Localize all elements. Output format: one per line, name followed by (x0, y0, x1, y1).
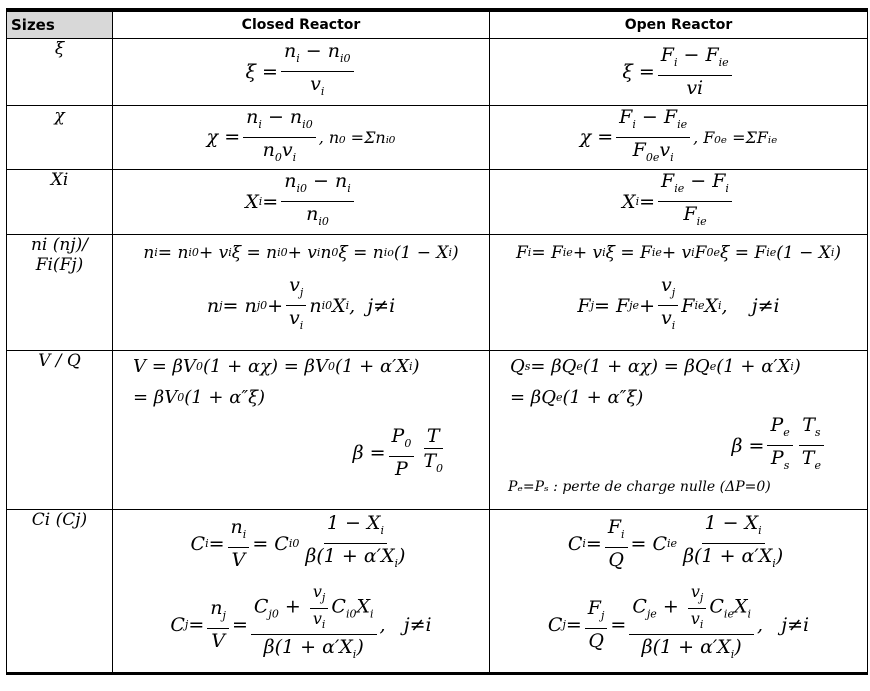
row-Ci-Cj (7, 509, 868, 673)
open-pressure-note: Pₑ=Pₛ : perte de charge nulle (ΔP=0) (508, 478, 771, 495)
open-Q-formula-1: Q s = βQ e (1 + αχ) = βQ e (1 + α′X i ) (510, 356, 801, 377)
header-row (7, 10, 868, 38)
closed-xi-formula: ξ = $\frac{n_i - n_{i0}}{v_i}$ (113, 39, 489, 105)
header-open-reactor: Open Reactor (490, 10, 868, 38)
symbol-Xi: Xi (7, 169, 113, 234)
open-C-cell (490, 509, 868, 673)
open-chi-extra: , F₀ₑ =ΣFᵢₑ (693, 127, 778, 147)
open-Fj-condition: j≠i (751, 294, 780, 317)
open-Cj-condition: j≠i (781, 613, 810, 636)
reactor-equations-table (6, 8, 868, 675)
closed-V-formula-2: = βV 0 (1 + α″ξ) (133, 387, 266, 408)
closed-V-formula-1: V = βV 0 (1 + αχ) = βV 0 (1 + α′X i ) (133, 356, 420, 377)
closed-chi-formula: χ = $\frac{n_i - n_{i0}}{n_0v_i}$ , n₀ =Σnᵢ₀ (206, 105, 396, 164)
closed-ni-cell (113, 234, 490, 350)
row-Xi (7, 169, 868, 234)
row-ni-Fi (7, 234, 868, 350)
symbol-xi: ξ (7, 38, 113, 105)
closed-Cj-formula: C j = $\frac{n_j}{V}$ = $C_{j0}$ + $\frac{v_j}{v_i}$ $C_{i0}X_i$ $\beta(1 + \alpha'X_i)$ , j≠i (170, 582, 432, 661)
closed-Cj-condition: j≠i (403, 613, 432, 636)
closed-Xi-formula: X i = $\frac{n_{i0} - n_i}{n_{i0}}$ (113, 170, 489, 234)
row-chi (7, 105, 868, 169)
header-closed-reactor: Closed Reactor (113, 10, 490, 38)
open-xi-formula: ξ = $\frac{F_i - F_{ie}}{vi}$ (490, 39, 867, 105)
closed-chi-cell (113, 105, 490, 169)
closed-V-cell (113, 350, 490, 509)
open-xi-cell (490, 38, 868, 105)
open-Q-cell (490, 350, 868, 509)
symbol-V-Q: V / Q (7, 350, 113, 509)
row-xi (7, 38, 868, 105)
closed-nj-condition: j≠i (367, 294, 396, 317)
closed-chi-extra: , n₀ =Σnᵢ₀ (318, 127, 396, 147)
open-Xi-cell (490, 169, 868, 234)
open-Q-formula-2: = βQ e (1 + α″ξ) (510, 387, 644, 408)
symbol-ni-Fi: ni (nj)/ Fi(Fj) (7, 234, 113, 350)
header-sizes: Sizes (7, 10, 113, 38)
closed-ni-formula: n i = n i0 + v i ξ = n i0 + v i n 0 ξ = n io (1 − X i ) (143, 242, 459, 263)
open-Fi-cell (490, 234, 868, 350)
open-Xi-formula: X i = $\frac{F_{ie} - F_i}{F_{ie}}$ (490, 170, 867, 234)
closed-nj-formula: n j = n j0 + $\frac{v_j}{v_i}$ n i0 X i , j≠i (206, 274, 396, 332)
symbol-chi: χ (7, 105, 113, 169)
open-chi-formula: χ = $\frac{F_i - F_{ie}}{F_{0e}v_i}$ , F₀ₑ =ΣFᵢₑ (579, 105, 778, 164)
row-V-Q (7, 350, 868, 509)
open-Fi-formula: F i = F ie + v i ξ = F ie + v i F 0e ξ = F ie (1 − X i ) (516, 242, 841, 263)
open-Fj-formula: F j = F je + $\frac{v_j}{v_i}$ F ie X i , j≠i (577, 274, 780, 332)
closed-xi-cell (113, 38, 490, 105)
open-beta-formula: β = $\frac{P_e}{P_s}$ $\frac{T_s}{T_e}$ (490, 413, 867, 479)
closed-beta-formula: β = $\frac{P_0}{P}$ $\frac{T}{T_0}$ (352, 425, 443, 480)
closed-Xi-cell (113, 169, 490, 234)
symbol-Ci-Cj: Ci (Cj) (7, 509, 113, 673)
open-chi-cell (490, 105, 868, 169)
open-Ci-formula: C i = $\frac{F_i}{Q}$ = C ie $\frac{1 - X_i}{\beta(1 + \alpha'X_i)}$ (567, 512, 784, 571)
closed-C-cell (113, 509, 490, 673)
open-Cj-formula: C j = $\frac{F_j}{Q}$ = $C_{je}$ + $\frac{v_j}{v_i}$ $C_{ie}X_i$ $\beta(1 + \alpha'X_i)$ , j≠i (547, 582, 810, 661)
closed-Ci-formula: C i = $\frac{n_i}{V}$ = C i0 $\frac{1 - X_i}{\beta(1 + \alpha'X_i)}$ (190, 512, 406, 571)
